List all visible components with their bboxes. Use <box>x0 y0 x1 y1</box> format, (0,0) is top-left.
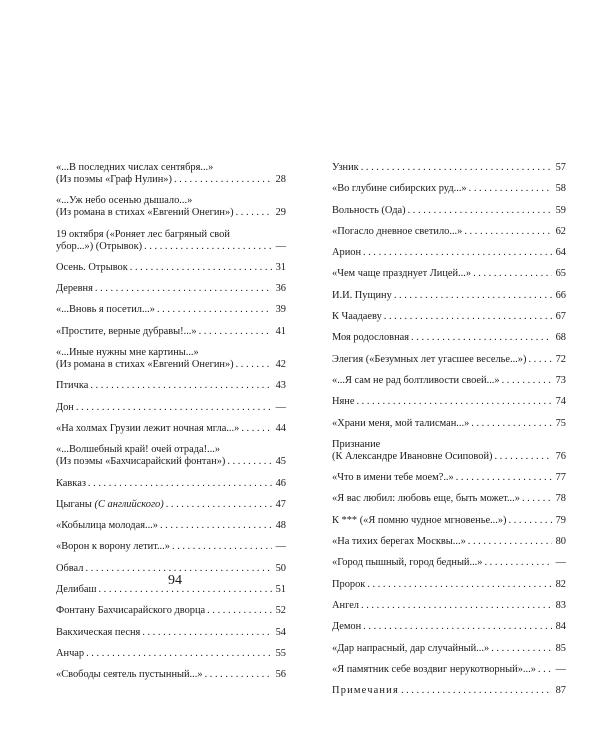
toc-entry <box>332 311 566 323</box>
toc-entry-title-text: Кавказ <box>56 477 86 489</box>
toc-entry-title <box>56 304 155 316</box>
toc-entry-title <box>56 423 239 435</box>
toc-entry-title-text: «На холмах Грузии лежит ночная мгла...» <box>56 422 240 434</box>
toc-entry-title-text: К *** («Я помню чудное мгновенье...») <box>332 514 507 526</box>
dot-leader <box>361 600 552 612</box>
toc-page-number: 82 <box>555 578 566 590</box>
dot-leader <box>207 605 272 617</box>
toc-entry-title-text: «На тихих берегах Москвы...» <box>332 536 466 548</box>
toc-entry <box>56 262 286 274</box>
toc-entry-title-text: «Погасло дневное светило...» <box>332 225 463 237</box>
toc-entry <box>332 621 566 633</box>
toc-entry-title-text: Пророк <box>332 578 366 590</box>
toc-entry-title <box>56 283 93 295</box>
toc-entry <box>56 380 286 392</box>
toc-page-number: 39 <box>275 304 286 316</box>
toc-page-number: 29 <box>275 207 286 219</box>
toc-page-number: 68 <box>555 332 566 344</box>
toc-entry-title <box>56 669 203 681</box>
toc-page-number: 42 <box>275 359 286 371</box>
toc-entry-title <box>56 563 83 575</box>
toc-entry-title-text: «...Вновь я посетил...» <box>56 304 155 316</box>
dot-leader <box>86 648 272 660</box>
toc-page-number: 51 <box>275 584 286 596</box>
dot-leader <box>408 205 552 217</box>
toc-entry-title-text: убор...») (Отрывок) <box>56 240 143 252</box>
toc-page-number: 31 <box>275 261 286 273</box>
dot-leader <box>130 262 272 274</box>
toc-entry-title-text: «Чем чаще празднует Лицей...» <box>332 268 472 280</box>
toc-entry-title-text: Птичка <box>56 380 89 392</box>
toc-entry-title <box>332 205 406 217</box>
toc-entry <box>332 183 566 195</box>
toc-entry <box>332 332 566 344</box>
dot-leader <box>411 332 552 344</box>
toc-entry <box>56 304 286 316</box>
toc-page-number: 72 <box>555 353 566 365</box>
toc-entry <box>332 226 566 238</box>
toc-entry-title <box>332 493 520 505</box>
toc-page-number: 64 <box>555 247 566 259</box>
toc-entry <box>56 478 286 490</box>
toc-entry-subtitle: (С английского) <box>94 498 164 510</box>
toc-page-number: 45 <box>275 456 286 468</box>
toc-entry <box>332 643 566 655</box>
toc-entry-title <box>332 557 482 569</box>
toc-entry-title <box>332 451 492 463</box>
dot-leader <box>384 311 552 323</box>
toc-entry-title-text: «Что в имени тебе моем?..» <box>332 472 454 484</box>
toc-entry-title-text: Обвал <box>56 562 84 574</box>
toc-entry-title-text: (Из романа в стихах «Евгений Онегин») <box>56 207 234 219</box>
toc-entry <box>56 669 286 681</box>
toc-entry-title <box>332 472 454 484</box>
toc-left-column <box>56 162 286 691</box>
toc-entry-title-text: Осень. Отрывок <box>56 261 128 273</box>
toc-page-number: 80 <box>555 536 566 548</box>
dot-leader <box>90 380 272 392</box>
toc-entry <box>332 515 566 527</box>
toc-entry-title-text: Моя родословная <box>332 332 410 344</box>
toc-page-number: 48 <box>275 520 286 532</box>
toc-entry-title-line: «...В последних числах сентября...» <box>56 162 214 173</box>
toc-entry-title-text: Ангел <box>332 599 359 611</box>
dot-leader <box>502 375 552 387</box>
toc-entry-title <box>56 402 74 414</box>
toc-entry <box>56 541 286 553</box>
toc-entry-title-text: И.И. Пущину <box>332 289 392 301</box>
dot-leader <box>76 402 272 414</box>
dot-leader <box>157 304 272 316</box>
dot-leader <box>509 515 552 527</box>
dot-leader <box>174 174 272 186</box>
toc-entry-title-text: «...Я сам не рад болтливости своей...» <box>332 374 500 386</box>
dot-leader <box>227 456 272 468</box>
toc-entry <box>56 229 286 253</box>
toc-entry-title-text: (Из поэмы «Граф Нулин») <box>56 174 172 185</box>
toc-page-number: 66 <box>555 289 566 301</box>
toc-entry <box>332 439 566 463</box>
toc-entry <box>332 557 566 569</box>
toc-entry-title <box>332 354 526 366</box>
toc-page-number: 87 <box>555 685 566 697</box>
dot-leader <box>471 418 552 430</box>
toc-entry-title <box>56 456 225 468</box>
toc-page-number: 73 <box>555 374 566 386</box>
toc-entry-title <box>332 418 469 430</box>
toc-page-number: 62 <box>555 225 566 237</box>
toc-page-number: — <box>275 401 286 413</box>
toc-entry-title <box>332 290 392 302</box>
toc-page-number: 59 <box>555 204 566 216</box>
dot-leader <box>241 423 272 435</box>
toc-entry-title <box>56 207 234 219</box>
toc-page-number: 75 <box>555 417 566 429</box>
toc-entry-title-text: «Кобылица молодая...» <box>56 520 158 532</box>
toc-entry-title <box>56 380 88 392</box>
toc-page-number: — <box>275 541 286 553</box>
toc-page-number: — <box>555 557 566 569</box>
toc-entry-title <box>56 326 197 338</box>
toc-entry-title-line: «...Уж небо осенью дышало...» <box>56 195 193 207</box>
toc-entry <box>332 600 566 612</box>
toc-page-number: 46 <box>275 477 286 489</box>
toc-entry-title-text: Анчар <box>56 647 85 659</box>
toc-entry <box>56 283 286 295</box>
toc-entry <box>56 444 286 468</box>
toc-entry <box>56 648 286 660</box>
dot-leader <box>394 290 552 302</box>
page-number: 94 <box>168 573 182 588</box>
toc-entry-title-text: Деревня <box>56 283 93 295</box>
toc-entry-title <box>332 536 466 548</box>
dot-leader <box>456 472 552 484</box>
dot-leader <box>199 326 272 338</box>
toc-entry-title-line: «...Волшебный край! очей отрада!...» <box>56 444 221 456</box>
toc-entry-title <box>332 579 365 591</box>
toc-entry-title <box>56 541 170 553</box>
dot-leader <box>144 241 272 253</box>
toc-entry-title <box>56 262 128 274</box>
toc-page-number: — <box>275 240 286 252</box>
toc-entry-title <box>56 627 140 639</box>
dot-leader <box>160 520 272 532</box>
toc-entry-title <box>56 605 205 617</box>
dot-leader <box>528 354 552 366</box>
toc-entry-title-text: «Во глубине сибирских руд...» <box>332 183 467 195</box>
toc-entry-title-text: (Из поэмы «Бахчисарайский фонтан») <box>56 456 226 468</box>
toc-page-number: 78 <box>555 493 566 505</box>
toc-entry-title-line: «...Иные нужны мне картины...» <box>56 347 199 359</box>
toc-page-number: 41 <box>275 325 286 337</box>
toc-entry-title-text: «Дар напрасный, дар случайный...» <box>332 642 490 654</box>
toc-entry-title-text: Няне <box>332 396 355 408</box>
toc-entry-title <box>332 311 382 323</box>
toc-entry <box>56 347 286 371</box>
toc-page-number: 57 <box>555 162 566 173</box>
dot-leader <box>236 207 272 219</box>
dot-leader <box>494 451 552 463</box>
toc-entry <box>332 418 566 430</box>
toc-entry <box>332 685 566 697</box>
toc-entry-title-text: Примечания <box>332 685 399 697</box>
toc-entry <box>332 162 566 174</box>
toc-page-number: 76 <box>555 450 566 462</box>
toc-entry <box>56 195 286 219</box>
toc-entry-title <box>332 643 489 655</box>
toc-entry <box>56 627 286 639</box>
toc-entry-title-text: «Я памятник себе воздвиг нерукотворный»...» <box>332 663 536 675</box>
dot-leader <box>484 557 552 569</box>
toc-entry-title-text: Цыганы <box>56 498 92 510</box>
toc-entry <box>332 375 566 387</box>
dot-leader <box>361 162 552 174</box>
toc-entry-title <box>332 268 471 280</box>
dot-leader <box>401 685 552 697</box>
toc-entry-title-text: Вакхическая песня <box>56 626 141 638</box>
toc-entry <box>332 205 566 217</box>
toc-entry-title <box>56 648 84 660</box>
toc-entry-title <box>332 247 361 259</box>
toc-page-number: 58 <box>555 183 566 195</box>
toc-entry-title <box>332 396 354 408</box>
toc-page-number: — <box>555 663 566 675</box>
toc-page-number: 28 <box>275 174 286 185</box>
dot-leader <box>538 664 552 676</box>
toc-entry-title <box>56 241 142 253</box>
toc-right-column <box>332 162 566 706</box>
toc-page-number: 43 <box>275 380 286 392</box>
toc-entry-title-text: «Храни меня, мой талисман...» <box>332 417 470 429</box>
toc-page-number: 44 <box>275 422 286 434</box>
dot-leader <box>473 268 552 280</box>
dot-leader <box>88 478 272 490</box>
toc-entry <box>332 664 566 676</box>
toc-entry-title <box>332 621 361 633</box>
toc-page-number: 55 <box>275 647 286 659</box>
toc-entry-title <box>332 226 462 238</box>
toc-entry <box>56 605 286 617</box>
dot-leader <box>205 669 272 681</box>
toc-page-number: 47 <box>275 498 286 510</box>
toc-entry-title <box>332 664 536 676</box>
dot-leader <box>95 283 272 295</box>
toc-entry <box>332 247 566 259</box>
toc-page-number: 77 <box>555 472 566 484</box>
toc-entry-title-text: (Из романа в стихах «Евгений Онегин») <box>56 359 234 371</box>
dot-leader <box>166 499 272 511</box>
toc-entry-title <box>56 174 172 186</box>
dot-leader <box>367 579 552 591</box>
toc-entry <box>56 520 286 532</box>
toc-entry <box>332 354 566 366</box>
toc-entry-title-text: (К Александре Ивановне Осиповой) <box>332 450 493 462</box>
toc-entry <box>56 162 286 186</box>
toc-entry <box>56 499 286 511</box>
toc-page-number: 74 <box>555 396 566 408</box>
toc-entry <box>332 579 566 591</box>
toc-entry-title <box>332 162 359 174</box>
toc-page-number: 83 <box>555 599 566 611</box>
toc-page-number: 52 <box>275 605 286 617</box>
toc-entry-title-line: Признание <box>332 438 381 450</box>
toc-entry-title <box>332 183 467 195</box>
dot-leader <box>172 541 272 553</box>
toc-entry-title <box>332 375 500 387</box>
toc-entry <box>56 423 286 435</box>
toc-entry <box>332 396 566 408</box>
toc-entry-title <box>56 478 86 490</box>
toc-entry <box>332 493 566 505</box>
toc-entry <box>332 290 566 302</box>
toc-entry-title-text: К Чаадаеву <box>332 311 382 323</box>
toc-entry-title-text: Демон <box>332 621 362 633</box>
toc-entry-title-text: «Я вас любил: любовь еще, быть может...» <box>332 493 520 505</box>
toc-entry-title-line: 19 октября («Роняет лес багряный свой <box>56 228 230 240</box>
toc-entry <box>332 472 566 484</box>
dot-leader <box>464 226 552 238</box>
toc-entry-title <box>56 584 96 596</box>
toc-entry-title <box>332 685 399 697</box>
toc-entry-title <box>56 359 234 371</box>
toc-entry <box>56 326 286 338</box>
dot-leader <box>491 643 552 655</box>
dot-leader <box>469 183 552 195</box>
toc-page-number: 67 <box>555 311 566 323</box>
toc-entry-title-text: Дон <box>56 401 74 413</box>
toc-entry-title <box>56 520 158 532</box>
toc-entry-title <box>56 499 164 511</box>
toc-entry-title-text: «Свободы сеятель пустынный...» <box>56 669 203 681</box>
toc-entry-title-text: Арион <box>332 247 362 259</box>
toc-page-number: 36 <box>275 283 286 295</box>
toc-entry-title-text: Делибаш <box>56 584 97 596</box>
toc-entry-title <box>332 515 507 527</box>
dot-leader <box>236 359 272 371</box>
toc-page-number: 56 <box>275 669 286 681</box>
toc-entry <box>332 536 566 548</box>
toc-entry-title-text: «Простите, верные дубравы!...» <box>56 325 197 337</box>
toc-entry <box>56 402 286 414</box>
dot-leader <box>356 396 552 408</box>
toc-entry <box>332 268 566 280</box>
toc-page-number: 85 <box>555 642 566 654</box>
dot-leader <box>142 627 272 639</box>
toc-entry-title-text: «Ворон к ворону летит...» <box>56 541 170 553</box>
dot-leader <box>363 247 552 259</box>
toc-entry-title <box>332 332 409 344</box>
toc-page-number: 84 <box>555 621 566 633</box>
dot-leader <box>363 621 552 633</box>
toc-page-number: 54 <box>275 626 286 638</box>
toc-entry-title-text: «Город пышный, город бедный...» <box>332 557 483 569</box>
toc-entry-title-text: Вольность (Ода) <box>332 204 406 216</box>
toc-entry-title-text: Узник <box>332 162 359 173</box>
dot-leader <box>522 493 552 505</box>
dot-leader <box>468 536 552 548</box>
toc-entry-title <box>332 600 359 612</box>
toc-page-number: 79 <box>555 514 566 526</box>
toc-page-number: 65 <box>555 268 566 280</box>
toc-entry-title-text: Фонтану Бахчисарайского дворца <box>56 605 206 617</box>
toc-entry-title-text: Элегия («Безумных лет угасшее веселье...») <box>332 353 527 365</box>
toc-page-number: 50 <box>275 562 286 574</box>
